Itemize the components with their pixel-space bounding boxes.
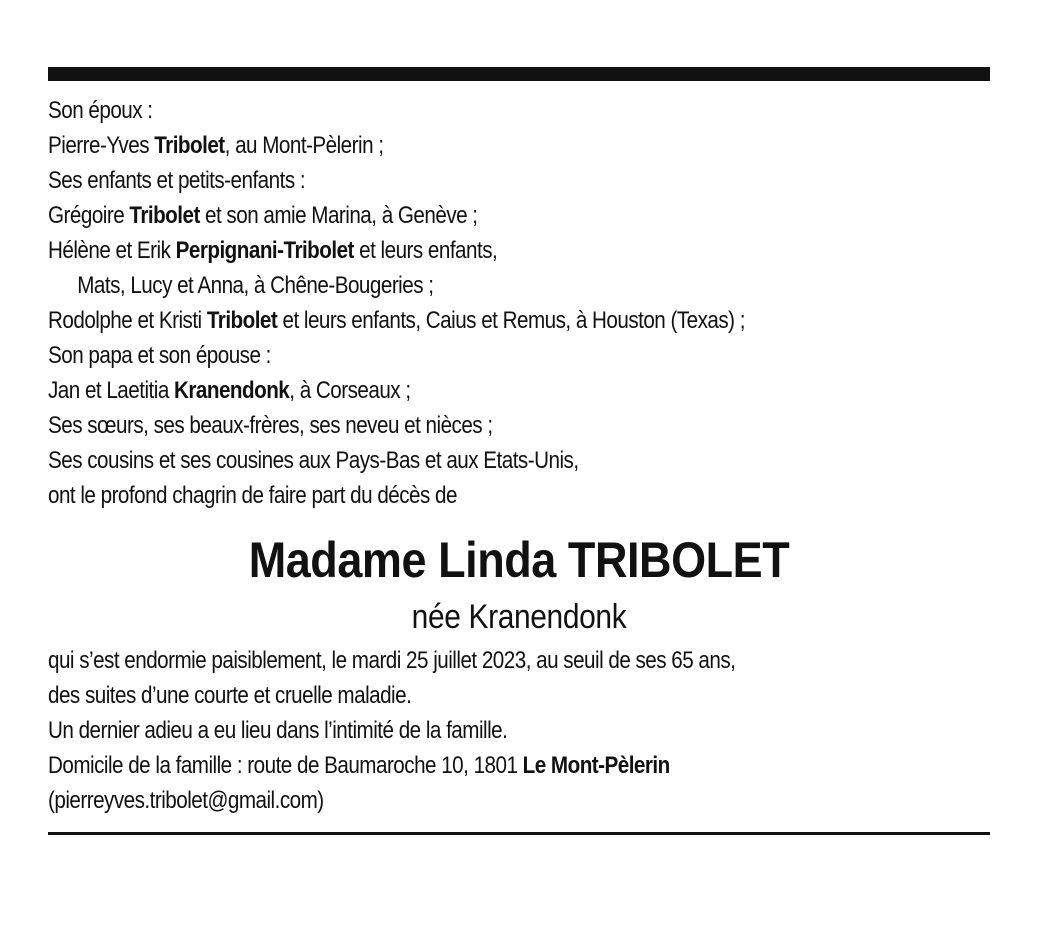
family-surname: Tribolet	[154, 132, 225, 159]
family-text: Son époux :	[48, 97, 153, 124]
family-line	[48, 163, 858, 198]
family-surname: Tribolet	[206, 307, 278, 334]
details-line	[48, 748, 858, 783]
family-line	[48, 233, 858, 268]
family-text: et son amie Marina, à Genève ;	[199, 202, 478, 229]
details-line	[48, 783, 858, 818]
family-line	[48, 268, 858, 303]
obituary-notice	[48, 67, 990, 835]
details-line	[48, 678, 858, 713]
family-text: Jan et Laetitia	[48, 377, 175, 404]
family-line	[48, 443, 858, 478]
family-text: Rodolphe et Kristi	[48, 307, 207, 334]
family-text: et leurs enfants,	[353, 237, 498, 264]
family-surname: Perpignani-Tribolet	[175, 237, 354, 264]
family-text: et leurs enfants, Caius et Remus, à Houston (Texas) ;	[277, 307, 745, 334]
locality-bold: Le Mont-Pèlerin	[522, 752, 670, 779]
family-text: Ses enfants et petits-enfants :	[48, 167, 306, 194]
bottom-rule	[48, 832, 990, 835]
family-surname: Kranendonk	[174, 377, 290, 404]
family-line	[48, 373, 858, 408]
family-line	[48, 128, 858, 163]
details-line	[48, 643, 858, 678]
family-surname: Tribolet	[129, 202, 200, 229]
family-line	[48, 408, 858, 443]
family-line	[48, 478, 858, 513]
top-rule	[48, 67, 990, 81]
family-line	[48, 303, 858, 338]
family-text: Ses cousins et ses cousines aux Pays-Bas et aux Etats-Unis,	[48, 447, 579, 474]
family-text: Pierre-Yves	[48, 132, 155, 159]
family-text: , à Corseaux ;	[289, 377, 411, 404]
family-text: Grégoire	[48, 202, 130, 229]
family-text: Mats, Lucy et Anna, à Chêne-Bougeries ;	[77, 272, 434, 299]
family-text: Hélène et Erik	[48, 237, 176, 264]
deceased-name: Madame Linda TRIBOLET	[248, 532, 790, 588]
family-line	[48, 198, 858, 233]
details-block	[48, 643, 990, 818]
family-text: Son papa et son épouse :	[48, 342, 271, 369]
details-line	[48, 713, 858, 748]
family-list	[48, 93, 990, 513]
family-line	[48, 93, 858, 128]
details-text: des suites d’une courte et cruelle maladie.	[48, 682, 412, 709]
contact-email: (pierreyves.tribolet@gmail.com)	[48, 787, 324, 814]
details-text: Un dernier adieu a eu lieu dans l’intimité de la famille.	[48, 717, 508, 744]
family-text: Ses sœurs, ses beaux-frères, ses neveu et nièces ;	[48, 412, 493, 439]
details-text: Domicile de la famille : route de Baumaroche 10, 1801	[48, 752, 523, 779]
deceased-maiden-name: née Kranendonk	[411, 598, 627, 636]
details-text: qui s’est endormie paisiblement, le mardi 25 juillet 2023, au seuil de ses 65 ans,	[48, 647, 736, 674]
family-line	[48, 338, 858, 373]
family-text: , au Mont-Pèlerin ;	[224, 132, 384, 159]
family-text: ont le profond chagrin de faire part du décès de	[48, 482, 457, 509]
